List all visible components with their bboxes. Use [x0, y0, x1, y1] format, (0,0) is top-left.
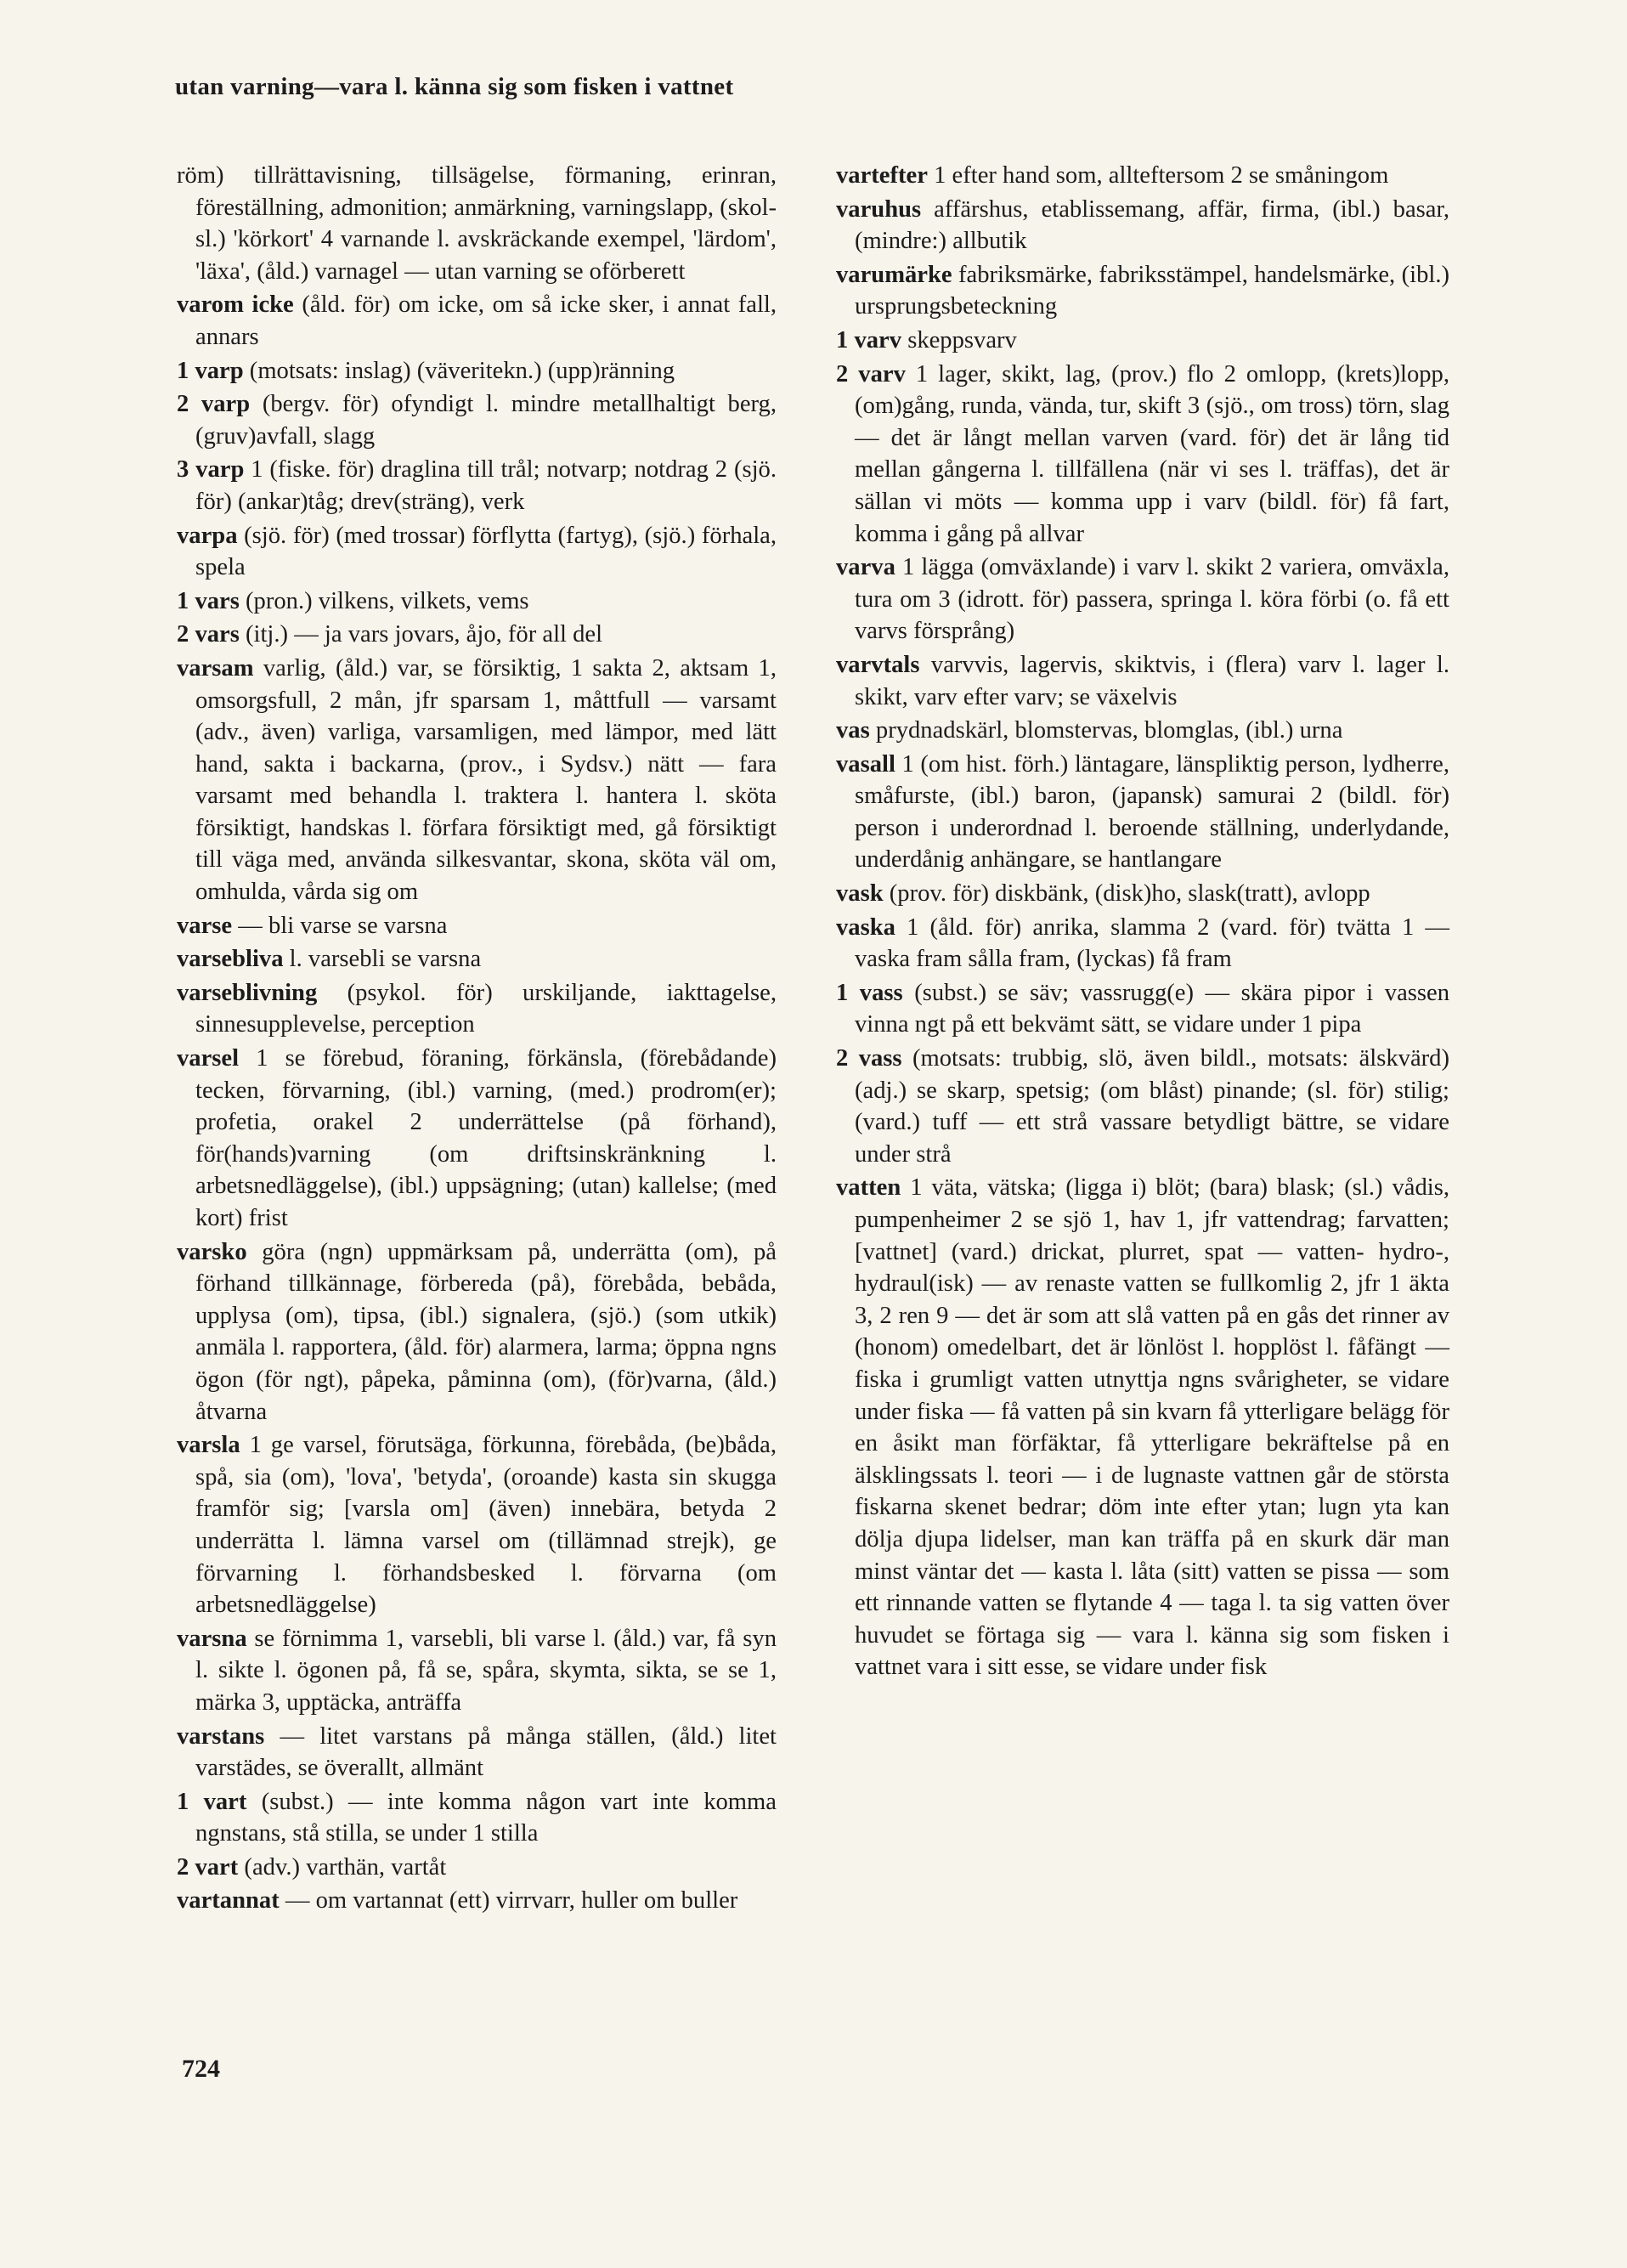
entry-headword: vatten	[836, 1174, 901, 1202]
entry-headword: varom icke	[177, 291, 294, 319]
entry-headword: varsla	[177, 1432, 240, 1459]
entry-definition: (sjö. för) (med trossar) förflytta (fartyg), (sjö.) förhala, spela	[195, 522, 777, 581]
dictionary-entry	[836, 912, 1449, 976]
dictionary-entry	[177, 1429, 777, 1621]
dictionary-entry	[177, 454, 777, 518]
entry-headword: 1 vart	[177, 1788, 247, 1815]
dictionary-entry	[177, 910, 777, 942]
entry-definition: 1 ge varsel, förutsäga, förkunna, förebåda, (be)båda, spå, sia (om), 'lova', 'betyda', (oroande) kasta sin skugga framför sig; [varsla om] (även) innebära, betyda 2 underrätta l. lämna varsel om (tillämnad strejk), ge förvarning l. förhandsbesked l. förvarna (om arbetsnedläggelse)	[195, 1432, 777, 1619]
entry-definition: (pron.) vilkens, vilkets, vems	[246, 587, 529, 614]
dictionary-entry	[177, 1043, 777, 1235]
entry-definition: (prov. för) diskbänk, (disk)ho, slask(tratt), avlopp	[889, 880, 1370, 908]
entry-definition: (psykol. för) urskiljande, iakttagelse, sinnesupplevelse, perception	[195, 979, 777, 1038]
entry-headword: varva	[836, 554, 895, 581]
dictionary-entry	[177, 160, 777, 287]
entry-definition: 1 (fiske. för) draglina till trål; notvarp; notdrag 2 (sjö. för) (ankar)tåg; drev(sträng), verk	[195, 456, 777, 515]
entry-definition: — bli varse se varsna	[238, 912, 448, 939]
entry-headword: varvtals	[836, 651, 920, 678]
entry-definition: 1 (om hist. förh.) läntagare, länspliktig person, lydherre, småfurste, (ibl.) baron, (japansk) samurai 2 (bildl. för) person i underordnad l. beroende ställning, underlydande, underdånig anhängare, se hantlangare	[855, 750, 1449, 874]
entry-definition: (subst.) — inte komma någon vart inte komma ngnstans, stå stilla, se under 1 stilla	[195, 1788, 777, 1847]
entry-definition: 1 (åld. för) anrika, slamma 2 (vard. för) tvätta 1 — vaska fram sålla fram, (lyckas) få fram	[855, 913, 1449, 973]
entry-headword: 3 varp	[177, 456, 245, 484]
entry-headword: 2 vars	[177, 621, 240, 648]
entry-headword: 1 varp	[177, 357, 244, 384]
dictionary-entry	[836, 878, 1449, 910]
running-head: utan varning—vara l. känna sig som fisken i vattnet	[175, 73, 734, 100]
dictionary-entry	[177, 388, 777, 452]
entry-headword: varstans	[177, 1722, 265, 1750]
dictionary-entry	[177, 1786, 777, 1850]
entry-headword: varsam	[177, 654, 254, 682]
entry-definition: (motsats: inslag) (väveritekn.) (upp)ränning	[249, 357, 675, 384]
entry-definition: göra (ngn) uppmärksam på, underrätta (om), på förhand tillkännage, förbereda (på), förebåda, bebåda, upplysa (om), tipsa, (ibl.) signalera, (sjö.) (som utkik) anmäla l. rapportera, (åld. för) alarmera, larma; öppna ngns ögon (för ngt), påpeka, påminna (om), (för)varna, (åld.) åtvarna	[195, 1238, 777, 1425]
dictionary-entry	[177, 653, 777, 908]
entry-definition: (subst.) se säv; vassrugg(e) — skära pipor i vassen vinna ngt på ett bekvämt sätt, se vidare under 1 pipa	[855, 979, 1449, 1038]
entry-definition: affärshus, etablissemang, affär, firma, (ibl.) basar, (mindre:) allbutik	[855, 195, 1449, 255]
entry-definition: varvvis, lagervis, skiktvis, i (flera) varv l. lager l. skikt, varv efter varv; se växelvis	[855, 651, 1449, 710]
entry-definition: se förnimma 1, varsebli, bli varse l. (åld.) var, få syn l. sikte l. ögonen på, få se, spåra, skymta, sikta, se se 1, märka 3, upptäcka, anträffa	[195, 1625, 777, 1716]
dictionary-entry	[177, 520, 777, 584]
entry-definition: l. varsebli se varsna	[289, 946, 482, 973]
entry-definition: (itj.) — ja vars jovars, åjo, för all del	[246, 621, 603, 648]
dictionary-entry	[836, 259, 1449, 323]
entry-definition: 1 se förebud, föraning, förkänsla, (förebådande) tecken, förvarning, (ibl.) varning, (med.) prodrom(er); profetia, orakel 2 underrättelse (på förhand), för(hands)varning (om driftsinskränkning l. arbetsnedläggelse), (ibl.) uppsägning; (utan) kallelse; (med kort) frist	[195, 1045, 777, 1231]
entry-definition: (åld. för) om icke, om så icke sker, i annat fall, annars	[195, 291, 777, 350]
entry-definition: — om vartannat (ett) virrvarr, huller om buller	[285, 1887, 738, 1915]
entry-headword: varpa	[177, 522, 238, 549]
dictionary-entry	[177, 1236, 777, 1428]
entry-headword: varumärke	[836, 261, 952, 288]
dictionary-entry	[836, 325, 1449, 357]
entry-definition: 1 efter hand som, allteftersom 2 se småningom	[934, 162, 1389, 189]
entry-headword: vas	[836, 717, 870, 744]
entry-headword: 2 varv	[836, 360, 906, 387]
dictionary-entry	[177, 977, 777, 1041]
entry-definition: 1 lägga (omväxlande) i varv l. skikt 2 variera, omväxla, tura om 3 (idrott. för) passera, springa l. köra förbi (o. få ett varvs försprång)	[855, 554, 1449, 645]
entry-definition: (motsats: trubbig, slö, även bildl., motsats: älskvärd) (adj.) se skarp, spetsig; (om blåst) pinande; (sl. för) stilig; (vard.) tuff — ett strå vassare betydligt bättre, se vidare under strå	[855, 1045, 1449, 1168]
entry-definition: röm) tillrättavisning, tillsägelse, förmaning, erinran, föreställning, admonition; anmärkning, varningslapp, (skol-sl.) 'körkort' 4 varnande l. avskräckande exempel, 'lärdom', 'läxa', (åld.) varnagel — utan varning se oförberett	[177, 162, 777, 285]
dictionary-entry	[836, 551, 1449, 648]
dictionary-entry	[836, 160, 1449, 192]
left-column	[177, 160, 777, 1919]
dictionary-entry	[836, 715, 1449, 747]
entry-definition: (bergv. för) ofyndigt l. mindre metallhaltigt berg, (gruv)avfall, slagg	[195, 391, 777, 450]
dictionary-entry	[836, 1043, 1449, 1170]
entry-headword: 2 vart	[177, 1853, 239, 1881]
entry-headword: varsna	[177, 1625, 247, 1652]
entry-definition: varlig, (åld.) var, se försiktig, 1 sakta 2, aktsam 1, omsorgsfull, 2 mån, jfr sparsam 1, måttfull — varsamt (adv., även) varliga, varsamligen, med lämpor, med lätt hand, sakta i backarna, (prov., i Sydsv.) nätt — fara varsamt med behandla l. traktera l. hantera l. sköta försiktigt, handskas l. förfara försiktigt med, gå försiktigt till väga med, använda silkesvantar, skona, sköta väl om, omhulda, vårda sig om	[195, 654, 777, 906]
dictionary-entry	[177, 943, 777, 976]
dictionary-entry	[836, 359, 1449, 551]
entry-headword: varsel	[177, 1045, 240, 1072]
entry-headword: varuhus	[836, 195, 922, 223]
page-number: 724	[182, 2055, 220, 2083]
entry-definition: 1 lager, skikt, lag, (prov.) flo 2 omlopp, (krets)lopp, (om)gång, runda, vända, tur, skift 3 (sjö., om tross) törn, slag — det är långt mellan varven (vard. för) det är lång tid mellan gångerna l. tillfällena (när vi ses l. träffas), det är sällan vi möts — komma upp i varv (bildl. för) få fart, komma i gång på allvar	[855, 360, 1449, 547]
entry-headword: 1 vass	[836, 979, 903, 1006]
entry-headword: vaska	[836, 913, 895, 941]
dictionary-entry	[836, 194, 1449, 257]
entry-headword: varsko	[177, 1238, 247, 1265]
dictionary-entry	[836, 749, 1449, 876]
dictionary-entry	[177, 1885, 777, 1917]
entry-headword: 2 varp	[177, 391, 251, 418]
entry-headword: vartefter	[836, 162, 928, 189]
entry-headword: vartannat	[177, 1887, 280, 1915]
entry-headword: varse	[177, 912, 233, 939]
entry-headword: varsebliva	[177, 946, 284, 973]
dictionary-entry	[836, 649, 1449, 713]
entry-definition: fabriksmärke, fabriksstämpel, handelsmärke, (ibl.) ursprungsbeteckning	[855, 261, 1449, 320]
entry-definition: 1 väta, vätska; (ligga i) blöt; (bara) blask; (sl.) vådis, pumpenheimer 2 se sjö 1, hav 1, jfr vattendrag; farvatten; [vattnet] (vard.) drickat, plurret, spat — vatten- hydro-, hydraul(isk) — av renaste vatten se fullkomlig 2, jfr 1 äkta 3, 2 ren 9 — det är som att slå vatten på en gås det rinner av (honom) omedelbart, det är lönlöst l. hopplöst l. fåfängt — fiska i grumligt vatten utnyttja ngns svårigheter, se vidare under fiska — få vatten på sin kvarn få ytterligare belägg för en åsikt man förfäktar, få ytterligare bekräftelse på en älsklingssats l. teori — i de lugnaste vattnen går de största fiskarna skenet bedrar; döm inte efter ytan; lugn yta kan dölja djupa lidelser, man kan träffa på en skurk där man minst väntar det — kasta l. låta (sitt) vatten se pissa — som ett rinnande vatten se flytande 4 — taga l. ta sig vatten över huvudet se förtaga sig — vara l. känna sig som fisken i vattnet vara i sitt esse, se vidare under fisk	[855, 1174, 1449, 1681]
entry-headword: varseblivning	[177, 979, 318, 1006]
dictionary-entry	[177, 1852, 777, 1884]
dictionary-entry	[177, 289, 777, 353]
entry-headword: 2 vass	[836, 1045, 902, 1072]
dictionary-entry	[836, 977, 1449, 1041]
dictionary-entry	[836, 1172, 1449, 1683]
entry-definition: (adv.) varthän, vartåt	[244, 1853, 447, 1881]
entry-definition: skeppsvarv	[907, 326, 1017, 353]
entry-headword: 1 vars	[177, 587, 240, 614]
entry-headword: vasall	[836, 750, 895, 778]
dictionary-entry	[177, 1623, 777, 1719]
right-column	[836, 160, 1449, 1685]
dictionary-entry	[177, 585, 777, 618]
dictionary-entry	[177, 619, 777, 651]
entry-headword: 1 varv	[836, 326, 902, 353]
dictionary-entry	[177, 355, 777, 387]
dictionary-entry	[177, 1721, 777, 1784]
entry-headword: vask	[836, 880, 884, 908]
entry-definition: prydnadskärl, blomstervas, blomglas, (ibl.) urna	[875, 717, 1343, 744]
entry-definition: — litet varstans på många ställen, (åld.) litet varstädes, se överallt, allmänt	[195, 1722, 777, 1782]
